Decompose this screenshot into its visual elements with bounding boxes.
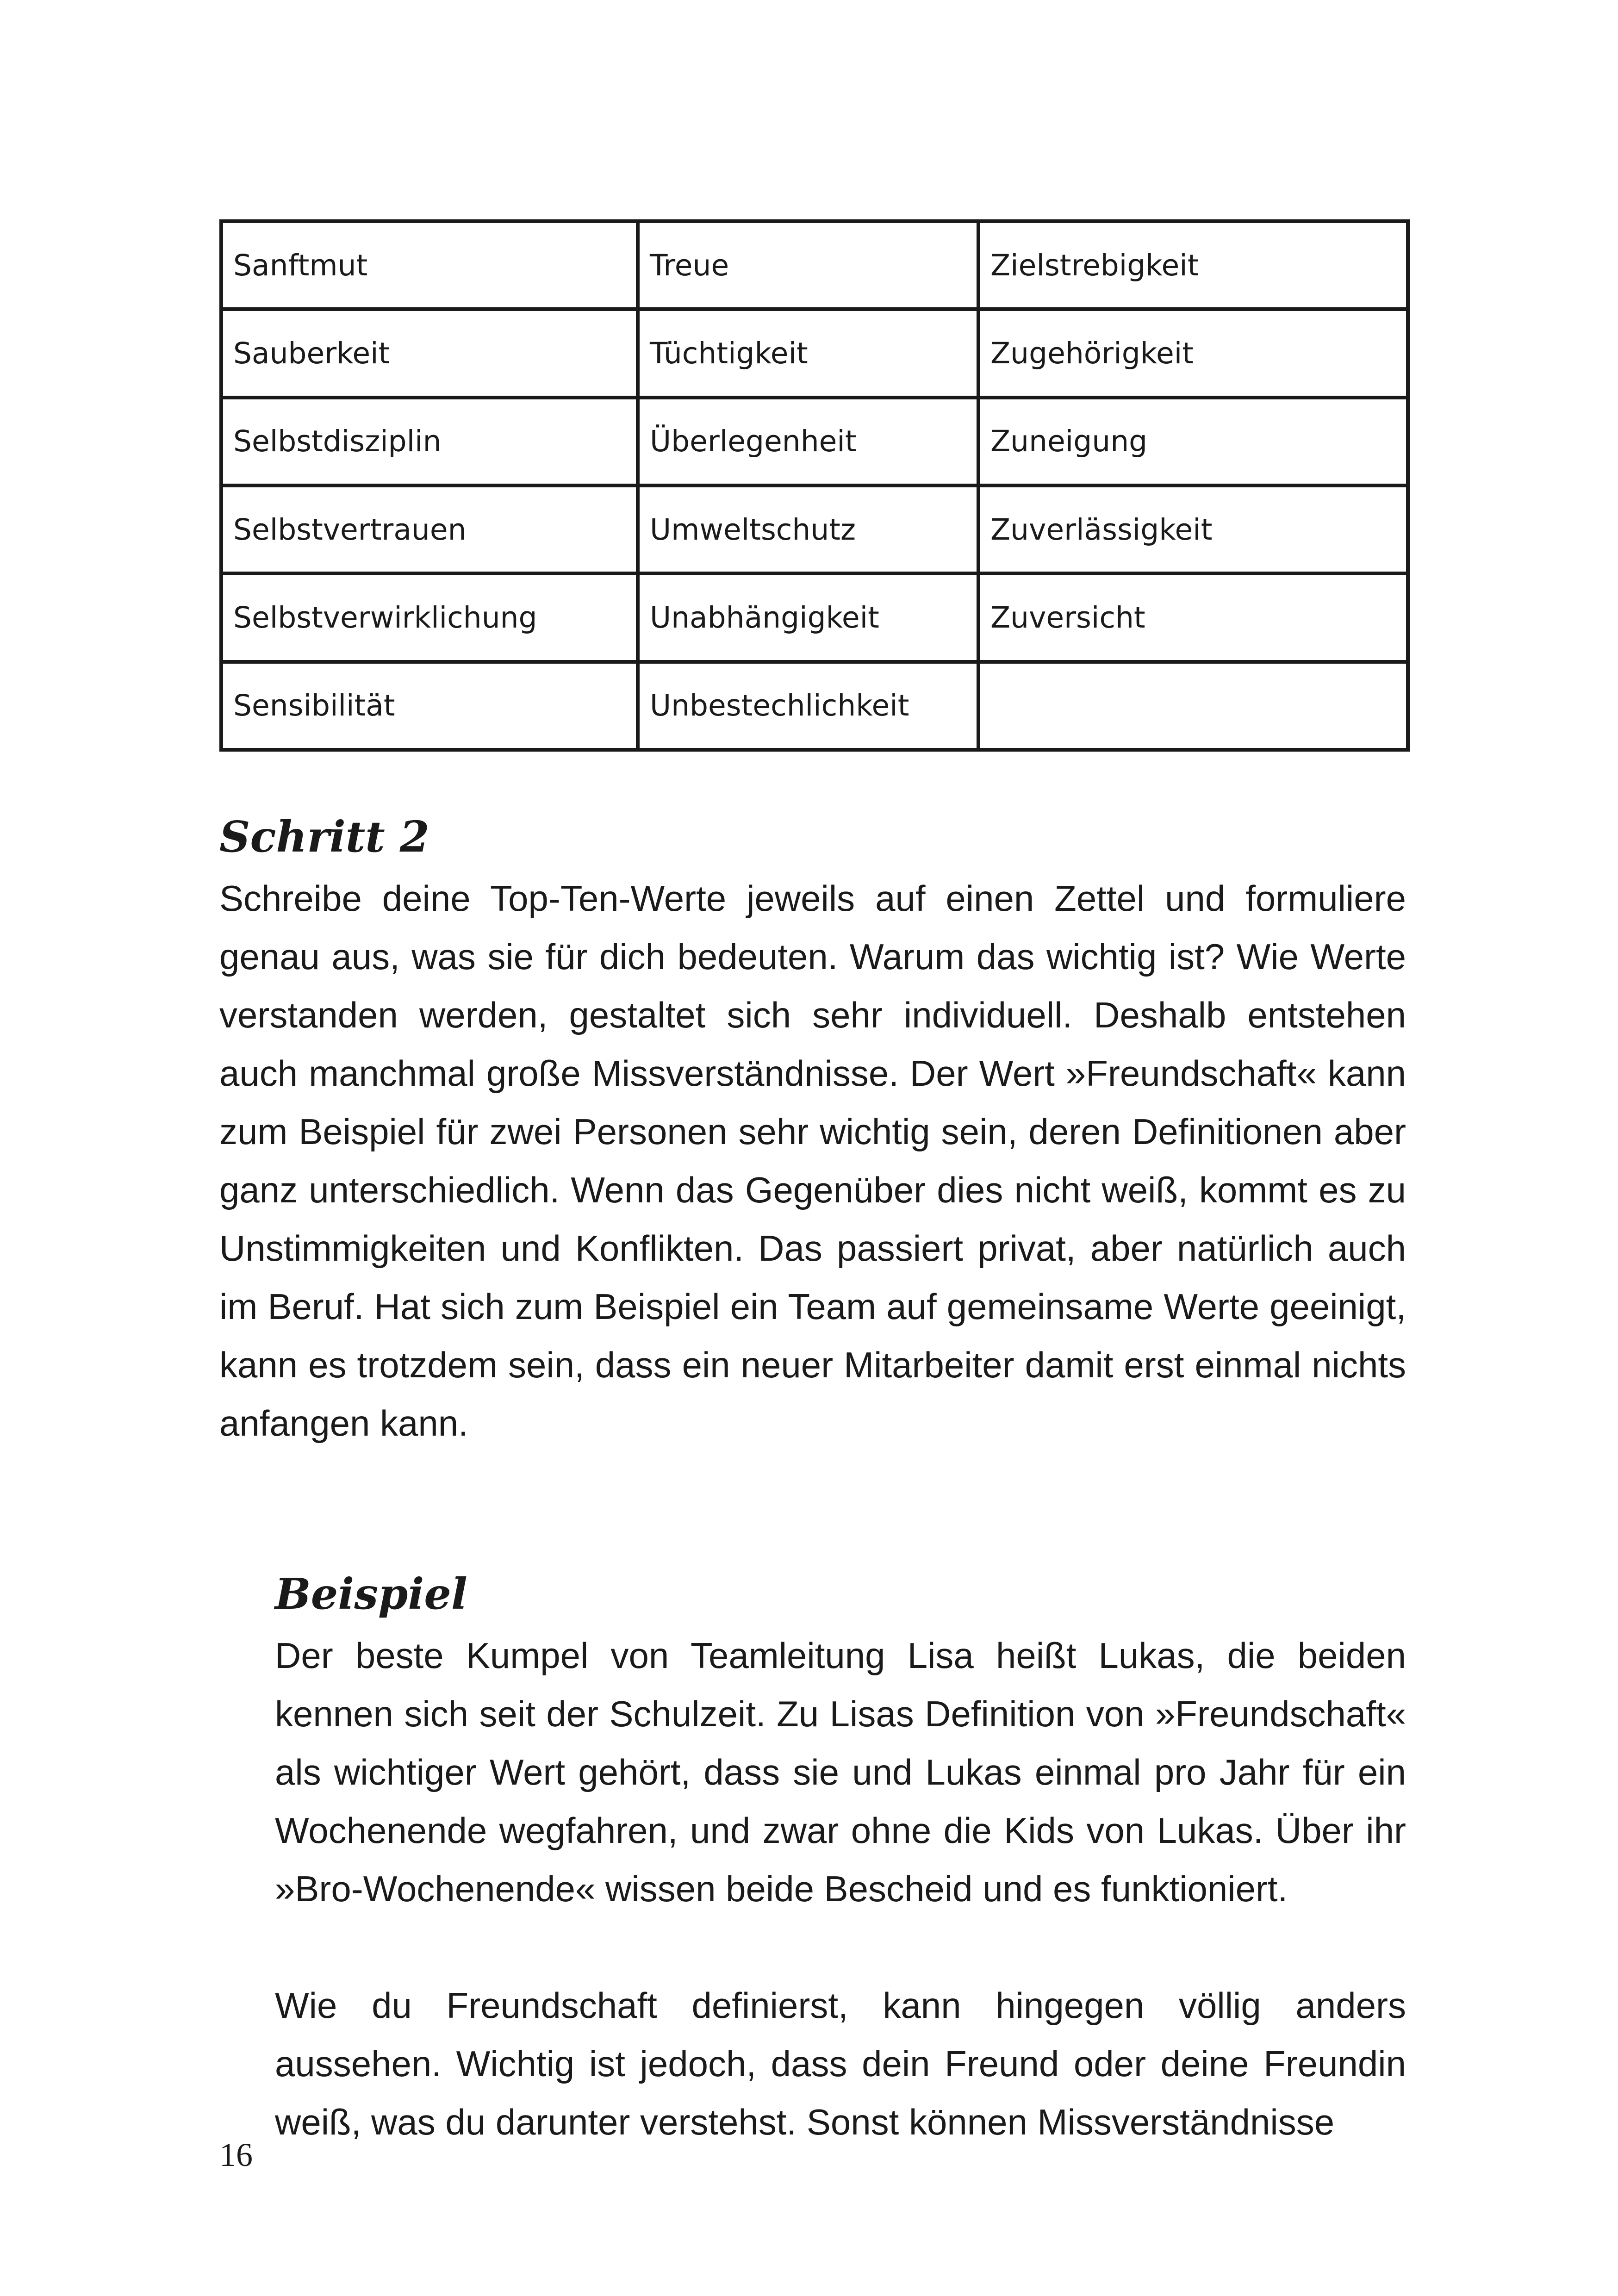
step-paragraph: Schreibe deine Top-Ten-Werte jeweils auf einen Zettel und formuliere genau aus, was sie für dich bedeuten. Warum das wichtig ist? Wie Werte verstanden werden, gestaltet sich sehr individuell. Deshalb entstehen auch manchmal große Missverständnisse. Der Wert »Freundschaft« kann zum Beispiel für zwei Personen sehr wichtig sein, deren Definitionen aber ganz unterschiedlich. Wenn das Gegenüber dies nicht weiß, kommt es zu Unstimmigkeiten und Konflikten. Das passiert privat, aber natürlich auch im Beruf. Hat sich zum Beispiel ein Team auf gemeinsame Werte geeinigt, kann es trotzdem sein, dass ein neuer Mitarbeiter damit erst einmal nichts anfangen kann. (219, 878, 1406, 1444)
table-cell: Unbestechlichkeit (638, 662, 978, 750)
table-cell: Unabhängigkeit (638, 573, 978, 661)
example-paragraph-1: Der beste Kumpel von Teamleitung Lisa heißt Lukas, die beiden kennen sich seit der Schulzeit. Zu Lisas Definition von »Freundschaft« als wichtiger Wert gehört, dass sie und Lukas einmal pro Jahr für ein Wochenende wegfahren, und zwar ohne die Kids von Lukas. Über ihr »Bro-Wochenende« wissen beide Bescheid und es funktioniert. (275, 1635, 1406, 1909)
table-row (221, 398, 1408, 485)
table-cell: Sensibilität (221, 662, 638, 750)
table-row (221, 309, 1408, 397)
table-cell: Zielstrebigkeit (978, 221, 1408, 309)
example-heading: Beispiel (275, 1569, 467, 1619)
step-heading: Schritt 2 (219, 812, 429, 862)
table-row (221, 221, 1408, 309)
table-cell: Zuverlässigkeit (978, 485, 1408, 573)
table-cell: Umweltschutz (638, 485, 978, 573)
table-cell: Zuversicht (978, 573, 1408, 661)
table-cell: Überlegenheit (638, 398, 978, 485)
table-cell: Zuneigung (978, 398, 1408, 485)
table-row (221, 662, 1408, 750)
values-table (219, 219, 1410, 752)
table-cell: Sanftmut (221, 221, 638, 309)
table-cell: Selbstdisziplin (221, 398, 638, 485)
table-cell (978, 662, 1408, 750)
table-cell: Tüchtigkeit (638, 309, 978, 397)
table-cell: Sauberkeit (221, 309, 638, 397)
example-paragraph-2: Wie du Freundschaft definierst, kann hingegen völlig anders aussehen. Wichtig ist jedoch, dass dein Freund oder deine Freundin weiß, was du darunter verstehst. Sonst können Missverständnisse (275, 1985, 1406, 2142)
table-cell: Selbstvertrauen (221, 485, 638, 573)
table-cell: Selbstverwirklichung (221, 573, 638, 661)
table-row (221, 573, 1408, 661)
table-cell: Zugehörigkeit (978, 309, 1408, 397)
page-number: 16 (219, 2136, 253, 2173)
table-cell: Treue (638, 221, 978, 309)
table-row (221, 485, 1408, 573)
